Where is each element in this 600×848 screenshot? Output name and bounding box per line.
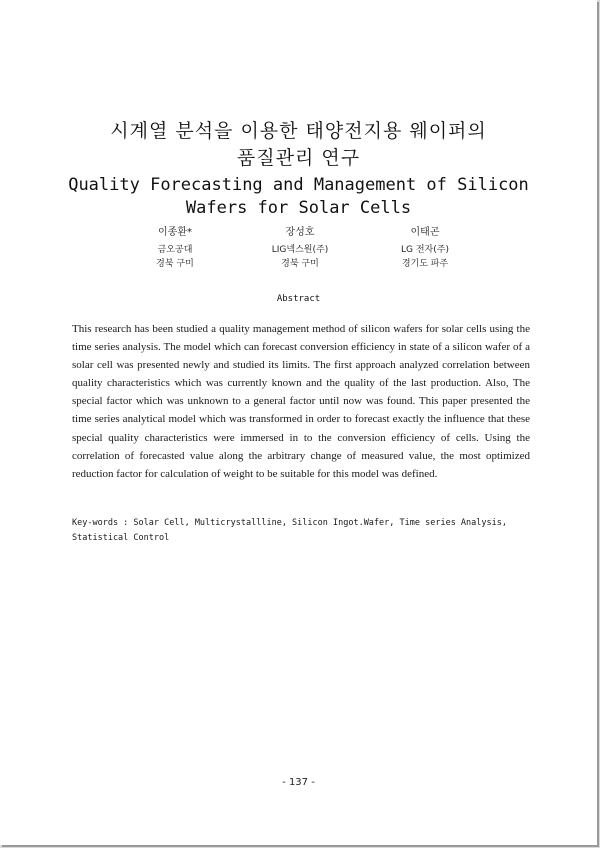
korean-title-line-2: 품질관리 연구 <box>236 147 361 169</box>
abstract-text: This research has been studied a quality management method of silicon wafers for solar cells using the time series analysis. The model which can forecast conversion efficiency in state of a silicon wafer of a solar cell was presented newly and studied its limits. The first approach analyzed correlation between quality characteristics which was currently known and the quality of the last production. Also, The special factor which was unknown to a general factor until now was found. This paper presented the time series analytical model which was transformed in order to forecast exactly the influence that these special quality characteristics were immersed in to the conversion efficiency of cells. Using the correlation of forecasted value along the arbitrary change of measured value, the most optimized reduction factor for calculation of weight to be suitable for this model was defined. <box>72 323 530 480</box>
author-location: 경기도 파주 <box>401 259 449 269</box>
author-3 <box>370 226 480 271</box>
korean-title-line-1: 시계열 분석을 이용한 태양전지용 웨이퍼의 <box>110 120 487 142</box>
author-name: 이태곤 <box>410 227 440 238</box>
author-2 <box>245 226 355 271</box>
page-number: - 137 - <box>282 777 315 788</box>
author-affiliation: 금오공대 <box>157 245 193 255</box>
author-location: 경북 구미 <box>281 259 319 269</box>
author-1 <box>120 226 230 271</box>
author-location: 경북 구미 <box>156 259 194 269</box>
author-affiliation: LG 전자(주) <box>401 245 449 255</box>
abstract-heading: Abstract <box>276 294 321 304</box>
english-title-line-2: Wafers for Solar Cells <box>185 198 412 218</box>
english-title-line-1: Quality Forecasting and Management of Silicon <box>68 175 529 195</box>
author-affiliation: LIG넥스원(주) <box>271 245 329 255</box>
keywords: Key-words : Solar Cell, Multicrystallline, Silicon Ingot.Wafer, Time series Analysis, Statistical Control <box>72 518 507 543</box>
author-list <box>120 226 480 271</box>
author-name: 이종환* <box>158 227 192 238</box>
author-name: 장성호 <box>285 227 315 238</box>
